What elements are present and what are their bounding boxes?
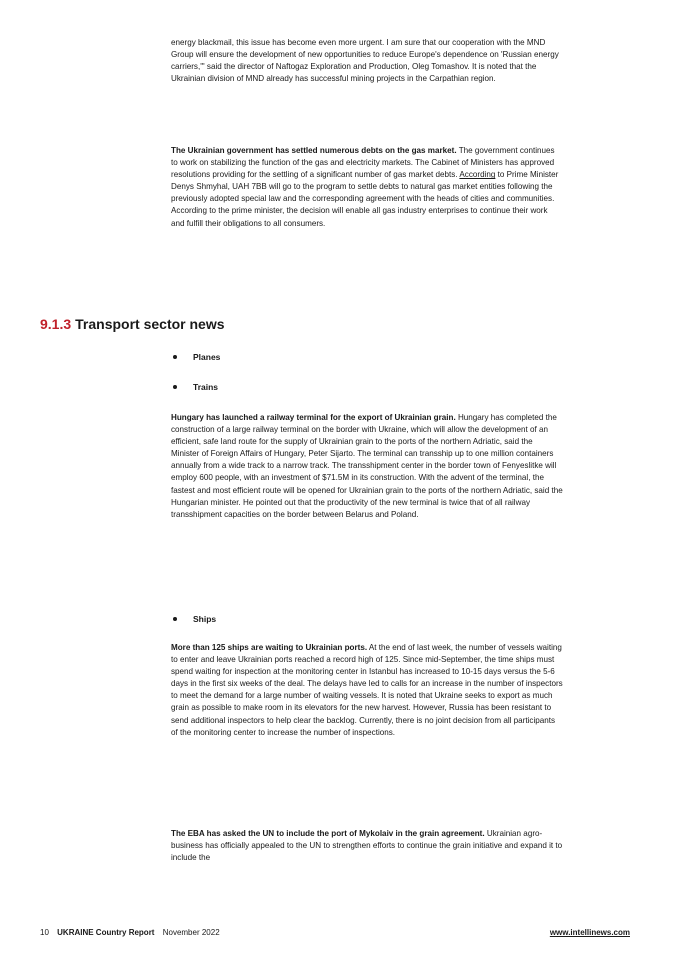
bullet-dot-icon — [173, 617, 177, 621]
bullet-trains-label: Trains — [193, 382, 219, 392]
bullet-ships — [173, 614, 216, 624]
intro-paragraph — [171, 37, 563, 85]
report-title: UKRAINE Country Report — [57, 928, 155, 937]
eba-text: Ukrainian agro-business has officially appealed to the UN to strengthen efforts to continue the grain initiative and expand it to include the — [171, 829, 563, 863]
gas-debts-text-a: The government continues to work on stabilizing the function of the gas and electricity markets. The Cabinet of Ministers has approved resolutions providing for the settling of a significant number of gas market debts. — [171, 146, 555, 180]
gas-debts-text-b: to Prime Minister Denys Shmyhal, UAH 7BB will go to the program to settle debts to natural gas market entities following the previously adopted special law and the corresponding agreement with the heads of cities and communities. According to the prime minister, the decision will enable all gas industry enterprises to continue their work and fulfill their obligations to all consumers. — [171, 170, 559, 228]
gas-debts-paragraph — [171, 145, 563, 230]
footer-left — [40, 928, 226, 937]
ships-waiting-lead: More than 125 ships are waiting to Ukrainian ports. — [171, 643, 368, 652]
ships-waiting-text: At the end of last week, the number of vessels waiting to enter and leave Ukrainian ports reached a record high of 125. Since mid-September, the time ships must spend waiting for inspection at the monitoring center in Istanbul has increased to 10-15 days versus the 5-6 days in the first six weeks of the deal. The delays have led to calls for an increase in the number of inspectors to meet the demand for a large number of waiting vessels. It is noted that Ukraine seeks to export as much grain as possible to make room in its elevators for the new harvest. However, Russia has been resistant to send additional inspectors to help clear the backlog. Currently, there is no joint decision from all participants of the monitoring center to increase the number of inspections. — [171, 643, 563, 737]
website-link[interactable]: www.intellinews.com — [549, 928, 630, 937]
according-link[interactable]: According — [459, 170, 496, 180]
bullet-dot-icon — [173, 385, 177, 389]
bullet-dot-icon — [173, 355, 177, 359]
page-footer — [40, 928, 630, 937]
intro-text: energy blackmail, this issue has become even more urgent. I am sure that our cooperation with the MND Group will ensure the development of new opportunities to reduce Europe's dependence on 'Russian energy carriers,'" said the director of Naftogaz Exploration and Production, Oleg Tomashov. It is noted that the Ukrainian division of MND already has successful mining projects in the Carpathian region. — [171, 38, 559, 84]
section-title: Transport sector news — [75, 316, 225, 332]
section-heading — [40, 316, 225, 332]
bullet-planes-label: Planes — [193, 352, 221, 362]
hungary-text: Hungary has completed the construction of a large railway terminal on the border with Ukraine, which will allow the development of an efficient, safe land route for the supply of Ukrainian grain to the ports of the northern Adriatic, said the Minister of Foreign Affairs of Hungary, Peter Sijarto. The terminal can transship up to one million containers annually from a wide track to a narrow track. The transshipment center in the border town of Fenyeslitke will employ 600 people, with an investment of $71.5M in its construction. With the advent of the terminal, the fastest and most efficient route will be opened for Ukrainian grain to the ports of the northern Adriatic, said the Hungarian minister. He pointed out that the productivity of the new terminal is twice that of all railway transshipment capacities on the border between Belarus and Poland. — [171, 413, 563, 519]
bullet-ships-label: Ships — [193, 614, 217, 624]
gas-debts-lead: The Ukrainian government has settled numerous debts on the gas market. — [171, 146, 457, 155]
eba-lead: The EBA has asked the UN to include the port of Mykolaiv in the grain agreement. — [171, 829, 485, 838]
eba-paragraph — [171, 828, 563, 864]
bullet-trains — [173, 382, 218, 392]
ships-waiting-paragraph — [171, 642, 563, 739]
bullet-planes — [173, 352, 220, 362]
page-number: 10 — [40, 928, 49, 937]
hungary-lead: Hungary has launched a railway terminal for the export of Ukrainian grain. — [171, 413, 456, 422]
report-date: November 2022 — [162, 928, 220, 937]
section-number: 9.1.3 — [40, 316, 72, 332]
hungary-paragraph — [171, 412, 563, 521]
